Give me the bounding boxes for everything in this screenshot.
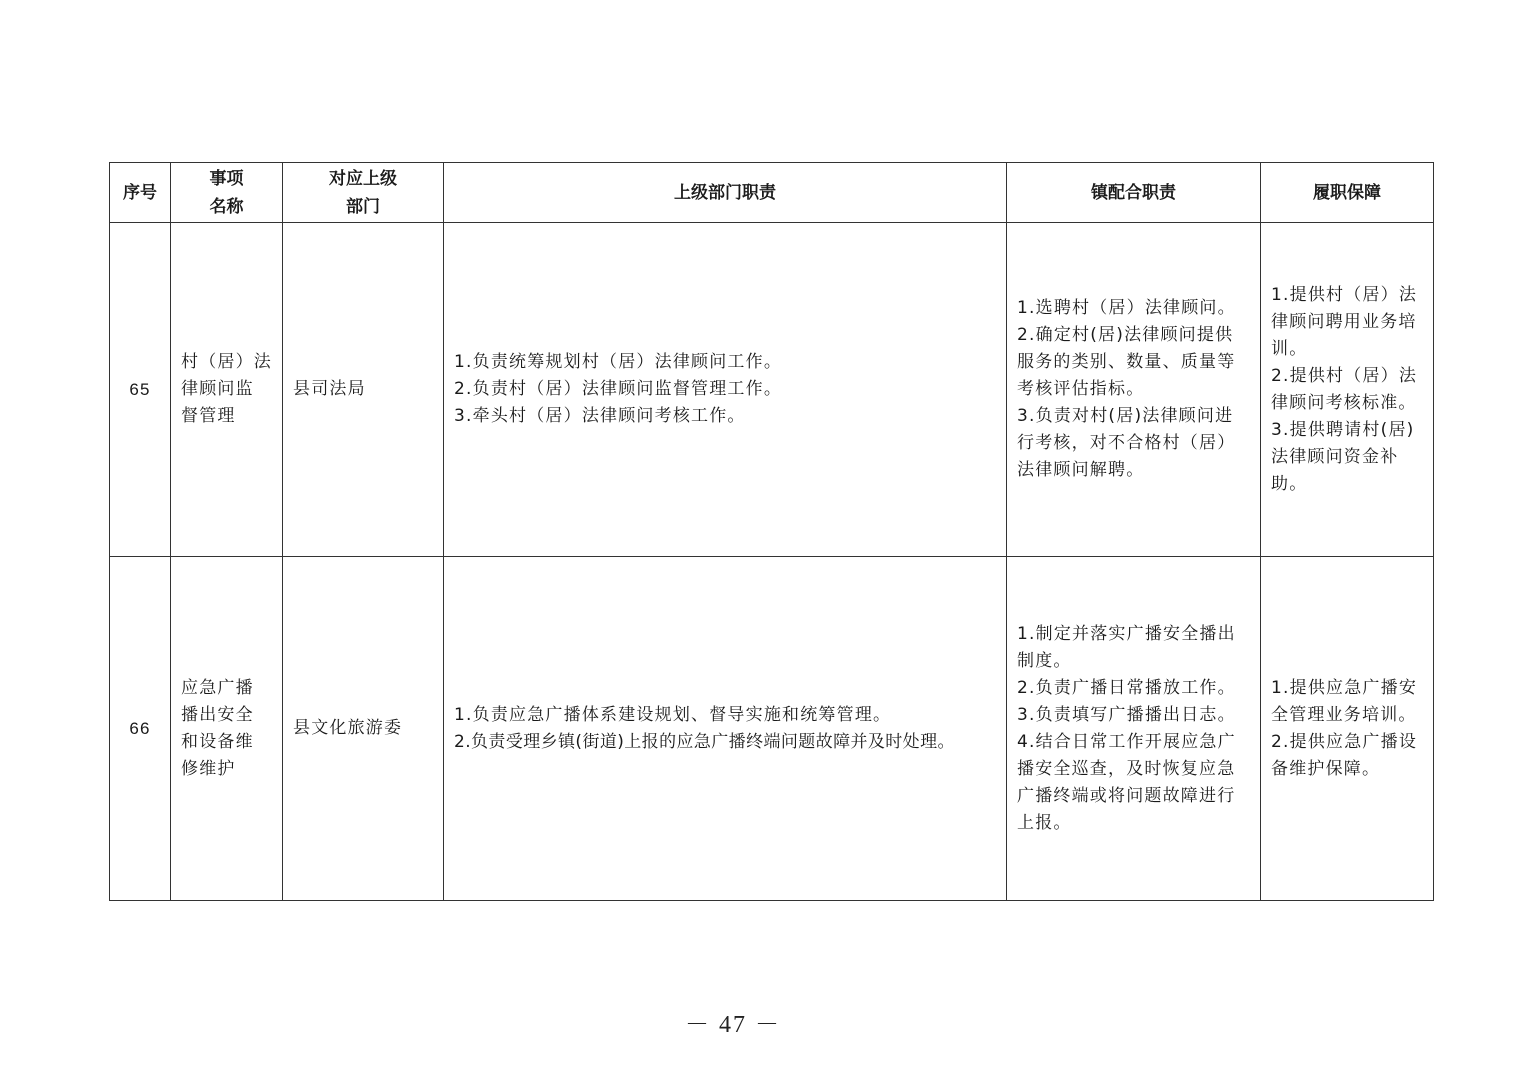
row-item-name — [171, 557, 283, 901]
town-duty-line: 3.负责对村(居)法律顾问进 — [1017, 406, 1234, 426]
superior-duty-line: 1.负责应急广播体系建设规划、督导实施和统筹管理。 — [454, 704, 892, 725]
guarantee-line: 2.提供村（居）法 — [1271, 365, 1418, 386]
item-name-line: 督管理 — [181, 406, 236, 426]
superior-duty-line: 3.牵头村（居）法律顾问考核工作。 — [454, 406, 746, 426]
header-guarantee: 履职保障 — [1261, 163, 1434, 223]
item-name-line: 播出安全 — [181, 704, 254, 725]
item-name-line: 修维护 — [181, 758, 236, 779]
town-duty-line: 上报。 — [1017, 812, 1072, 833]
table-header-row — [110, 163, 1434, 223]
row-town-duty — [1007, 223, 1261, 557]
header-item-name — [171, 163, 283, 223]
header-item-name-line1: 事项 — [209, 168, 244, 189]
duty-table — [109, 162, 1434, 901]
table-row — [110, 557, 1434, 901]
town-duty-line: 1.制定并落实广播安全播出 — [1017, 623, 1236, 644]
guarantee-line: 备维护保障。 — [1271, 758, 1381, 779]
guarantee-line: 法律顾问资金补 — [1271, 446, 1399, 467]
guarantee-line: 律顾问考核标准。 — [1271, 392, 1417, 413]
item-name-line: 律顾问监 — [181, 379, 254, 399]
row-guarantee — [1261, 557, 1434, 901]
row-town-duty — [1007, 557, 1261, 901]
town-duty-line: 4.结合日常工作开展应急广 — [1017, 731, 1236, 752]
header-superior-duty: 上级部门职责 — [444, 163, 1007, 223]
row-seq: 66 — [110, 557, 171, 901]
superior-duty-line: 2.负责受理乡镇(街道)上报的应急广播终端问题故障并及时处理。 — [454, 731, 955, 752]
town-duty-line: 2.确定村(居)法律顾问提供 — [1017, 325, 1234, 345]
guarantee-line: 全管理业务培训。 — [1271, 704, 1417, 725]
town-duty-line: 制度。 — [1017, 650, 1072, 671]
town-duty-line: 考核评估指标。 — [1017, 379, 1145, 399]
town-duty-line: 3.负责填写广播播出日志。 — [1017, 704, 1236, 725]
header-town-duty: 镇配合职责 — [1007, 163, 1261, 223]
header-item-name-line2: 名称 — [209, 196, 244, 217]
header-seq: 序号 — [110, 163, 171, 223]
item-name-line: 村（居）法 — [181, 352, 272, 372]
row-item-name — [171, 223, 283, 557]
header-superior-dept-line1: 对应上级 — [329, 168, 397, 189]
town-duty-line: 播安全巡查，及时恢复应急 — [1017, 758, 1236, 779]
town-duty-line: 广播终端或将问题故障进行 — [1017, 785, 1236, 806]
item-name-line: 和设备维 — [181, 731, 254, 752]
guarantee-line: 律顾问聘用业务培 — [1271, 311, 1417, 332]
item-name-line: 应急广播 — [181, 677, 254, 698]
table-row — [110, 223, 1434, 557]
guarantee-line: 助。 — [1271, 473, 1308, 494]
guarantee-line: 1.提供村（居）法 — [1271, 284, 1418, 305]
town-duty-line: 2.负责广播日常播放工作。 — [1017, 677, 1236, 698]
header-superior-dept-line2: 部门 — [346, 196, 380, 217]
row-seq: 65 — [110, 223, 171, 557]
guarantee-line: 训。 — [1271, 338, 1308, 359]
town-duty-line: 服务的类别、数量、质量等 — [1017, 352, 1236, 372]
superior-duty-line: 2.负责村（居）法律顾问监督管理工作。 — [454, 379, 783, 399]
row-superior-duty — [444, 557, 1007, 901]
row-superior-dept: 县司法局 — [283, 223, 444, 557]
page-number: － 47 － — [685, 1012, 781, 1038]
town-duty-line: 1.选聘村（居）法律顾问。 — [1017, 298, 1236, 318]
row-superior-dept: 县文化旅游委 — [283, 557, 444, 901]
town-duty-line: 行考核，对不合格村（居） — [1017, 433, 1236, 453]
row-superior-duty — [444, 223, 1007, 557]
header-superior-dept — [283, 163, 444, 223]
superior-duty-line: 1.负责统筹规划村（居）法律顾问工作。 — [454, 352, 783, 372]
town-duty-line: 法律顾问解聘。 — [1017, 460, 1145, 480]
guarantee-line: 3.提供聘请村(居) — [1271, 419, 1415, 440]
guarantee-line: 1.提供应急广播安 — [1271, 677, 1418, 698]
guarantee-line: 2.提供应急广播设 — [1271, 731, 1418, 752]
row-guarantee — [1261, 223, 1434, 557]
